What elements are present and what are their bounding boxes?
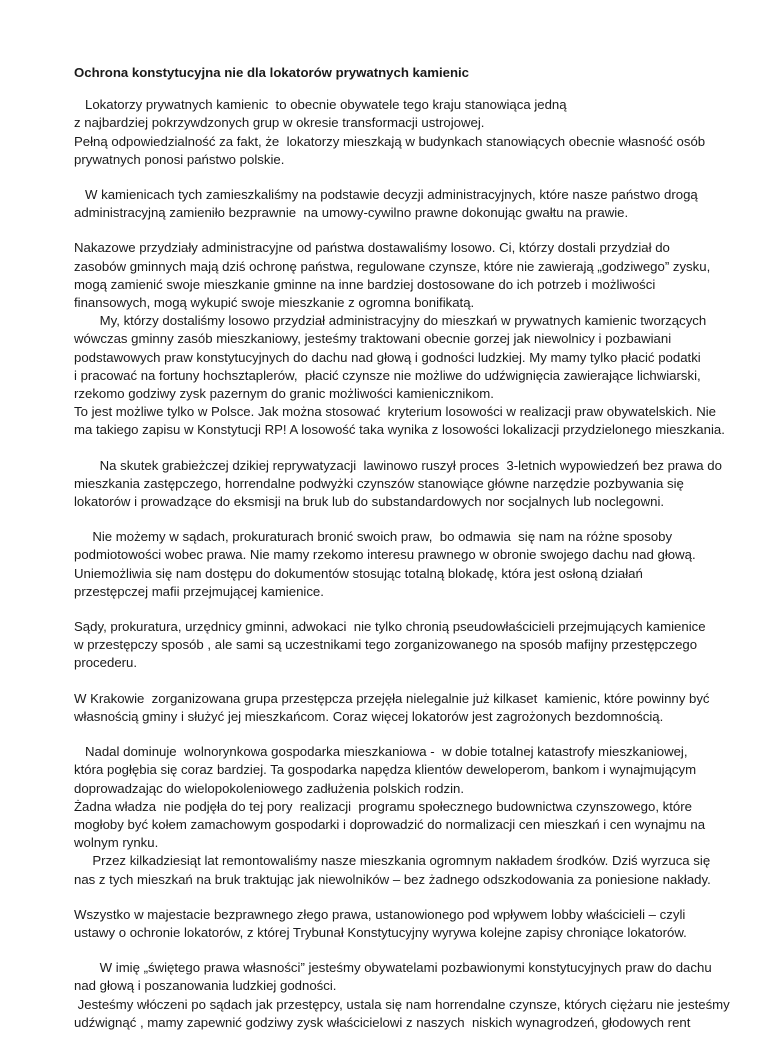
text-line: Sądy, prokuratura, urzędnicy gminni, adwokaci nie tylko chronią pseudowłaścicieli przejmujących kamienice [74,619,706,635]
document-body [74,96,730,1032]
text-line: Uniemożliwia się nam dostępu do dokumentów stosując totalną blokadę, która jest osłoną działań [74,565,643,581]
paragraph [74,959,730,1032]
text-line: Jesteśmy włóczeni po sądach jak przestępcy, ustala się nam horrendalne czynsze, których ciężaru nie jesteśmy [74,996,730,1012]
text-line: Pełną odpowiedzialność za fakt, że lokatorzy mieszkają w budynkach stanowiących obecnie własność osób [74,133,706,149]
text-line: ma takiego zapisu w Konstytucji RP! A losowość taka wynika z losowości lokalizacji przydzielonego mieszkania. [74,422,725,438]
text-line: My, którzy dostaliśmy losowo przydział administracyjny do mieszkań w prywatnych kamienic tworzących [74,313,707,329]
text-line: doprowadzając do wielopokoleniowego zadłużenia polskich rodzin. [74,780,465,796]
text-line: wolnym rynku. [74,835,159,851]
text-line: Żadna władza nie podjęła do tej pory realizacji programu społecznego budownictwa czynszowego, które [74,798,692,814]
text-line: nas z tych mieszkań na bruk traktując jak niewolników – bez żadnego odszkodowania za poniesione nakłady. [74,871,711,887]
paragraph [74,618,722,673]
text-line: rzekomo godziwy zysk pazernym do granic możliwości kamienicznikom. [74,386,494,402]
text-line: Nadal dominuje wolnorynkowa gospodarka mieszkaniowa - w dobie totalnej katastrofy mieszkaniowej, [74,744,688,760]
paragraph [74,690,722,726]
text-line: W imię „świętego prawa własności” jesteśmy obywatelami pozbawionymi konstytucyjnych praw do dachu [74,960,712,976]
text-line: wówczas gminny zasób mieszkaniowy, jesteśmy traktowani obecnie gorzej jak niewolnicy i pozbawiani [74,331,672,347]
text-line: podmiotowości wobec prawa. Nie mamy rzekomo interesu prawnego w obronie swojego dachu nad głową. [74,547,696,563]
document-page [74,64,730,1049]
text-line: która pogłębia się coraz bardziej. Ta gospodarka napędza klientów deweloperom, bankom i wynajmującym [74,762,697,778]
paragraph [74,906,722,942]
text-line: To jest możliwe tylko w Polsce. Jak można stosować kryterium losowości w realizacji praw obywatelskich. Nie [74,404,717,420]
text-line: Wszystko w majestacie bezprawnego złego prawa, ustanowionego pod wpływem lobby właścicieli – czyli [74,906,686,922]
text-line: finansowych, mogą wykupić swoje mieszkanie z ogromna bonifikatą. [74,295,475,311]
paragraph [74,528,722,601]
paragraph [74,186,722,222]
text-line: administracyjną zamieniło bezprawnie na umowy-cywilno prawne dokonując gwałtu na prawie. [74,205,629,221]
text-line: Nakazowe przydziały administracyjne od państwa dostawaliśmy losowo. Ci, którzy dostali przydział do [74,240,670,256]
text-line: Na skutek grabieżczej dzikiej reprywatyzacji lawinowo ruszył proces 3-letnich wypowiedzeń bez prawa do [74,457,722,473]
text-line: i pracować na fortuny hochsztaplerów, płacić czynsze nie możliwe do udźwignięcia zawierające lichwiarski, [74,367,701,383]
text-line: własnością gminy i służyć jej mieszkańcom. Coraz więcej lokatorów jest zagrożonych bezdomnością. [74,708,664,724]
text-line: Nie możemy w sądach, prokuraturach bronić swoich praw, bo odmawia się nam na różne sposoby [74,529,673,545]
text-line: ustawy o ochronie lokatorów, z której Trybunał Konstytucyjny wyrywa kolejne zapisy chroniące lokatorów. [74,924,687,940]
text-line: lokatorów i prowadzące do eksmisji na bruk lub do substandardowych nor socjalnych lub noclegowni. [74,494,665,510]
text-line: W kamienicach tych zamieszkaliśmy na podstawie decyzji administracyjnych, które nasze państwo drogą [74,187,698,203]
text-line: mogą zamienić swoje mieszkanie gminne na inne bardziej dostosowane do ich potrzeb i możliwości [74,276,656,292]
text-line: mieszkania zastępczego, horrendalne podwyżki czynszów stanowiące główne narzędzie pozbywania się [74,475,684,491]
document-title: Ochrona konstytucyjna nie dla lokatorów prywatnych kamienic [74,65,470,80]
text-line: mogłoby być kołem zamachowym gospodarki i doprowadzić do normalizacji cen mieszkań i cen wynajmu na [74,816,706,832]
paragraph [74,96,722,169]
text-line: Przez kilkadziesiąt lat remontowaliśmy nasze mieszkania ogromnym nakładem środków. Dziś wyrzuca się [74,853,711,869]
text-line: przestępczej mafii przejmującej kamienice. [74,583,324,599]
text-line: W Krakowie zorganizowana grupa przestępcza przejęła nielegalnie już kilkaset kamienic, które powinny być [74,690,710,706]
text-line: podstawowych praw konstytucyjnych do dachu nad głową i godności ludzkiej. My mamy tylko płacić podatki [74,349,701,365]
text-line: nad głową i poszanowania ludzkiej godności. [74,978,337,994]
text-line: prywatnych ponosi państwo polskie. [74,151,285,167]
paragraph [74,457,722,512]
text-line: zasobów gminnych mają dziś ochronę państwa, regulowane czynsze, które nie zawierają „godziwego” zysku, [74,258,711,274]
text-line: z najbardziej pokrzywdzonych grup w okresie transformacji ustrojowej. [74,115,485,131]
text-line: Lokatorzy prywatnych kamienic to obecnie obywatele tego kraju stanowiąca jedną [74,97,567,113]
text-line: udźwignąć , mamy zapewnić godziwy zysk właścicielowi z naszych niskich wynagrodzeń, głodowych rent [74,1014,691,1030]
text-line: w przestępczy sposób , ale sami są uczestnikami tego zorganizowanego na sposób mafijny przestępczego [74,637,698,653]
paragraph [74,239,725,439]
text-line: procederu. [74,655,138,671]
paragraph [74,743,722,889]
